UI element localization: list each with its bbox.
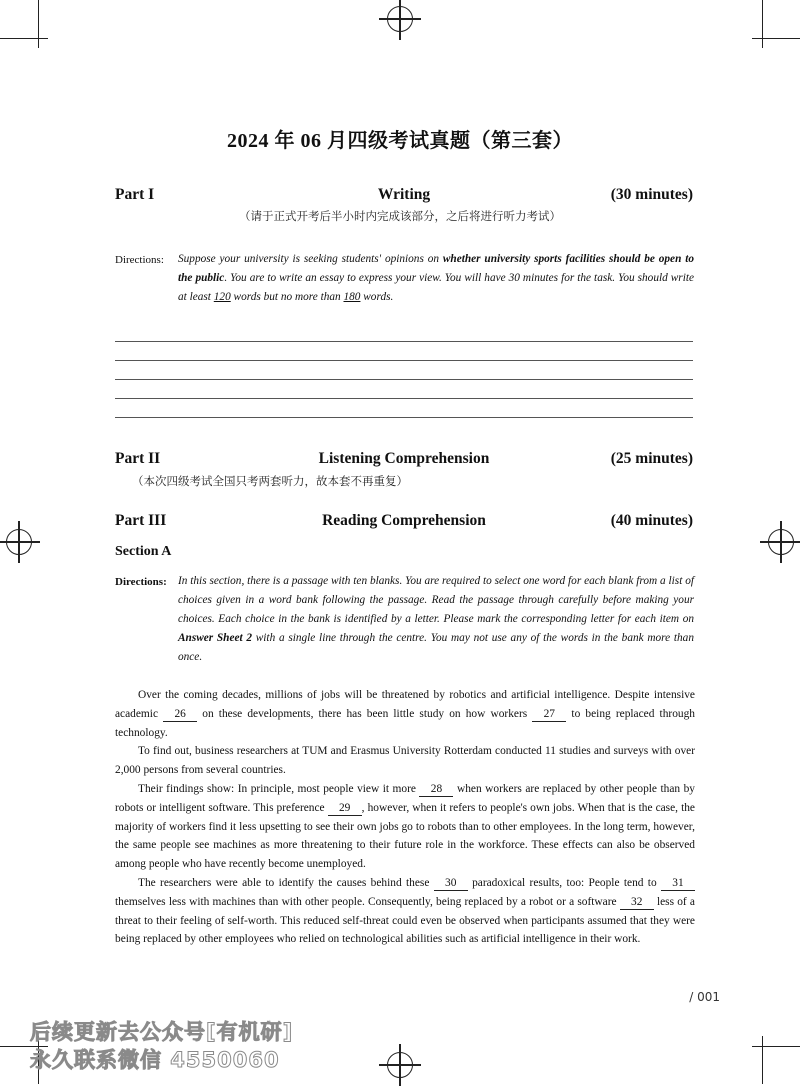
essay-topic: whether university sports facilities should be open to the public (178, 253, 695, 284)
part-1-directions-label: Directions: (115, 254, 164, 266)
watermark-line-1: 后续更新去公众号[有机研] (30, 1020, 294, 1044)
writing-line (115, 417, 693, 418)
registration-mark-bottom (387, 1052, 413, 1078)
writing-line (115, 379, 693, 380)
part-2-label: Part II (115, 450, 161, 467)
part-1-directions: Suppose your university is seeking students' opinions on whether university sports facilities should be open to the public. You are to write an essay to express your view. You will have 30 minutes for the task. You should write at least 120 words but no more than 180 words. (178, 253, 695, 303)
part-1-header (115, 186, 693, 204)
max-words: 180 (343, 291, 361, 303)
part-3-name: Reading Comprehension (322, 512, 486, 529)
part-2-header (115, 450, 693, 468)
part-1-note: （请于正式开考后半小时内完成该部分，之后将进行听力考试） (239, 209, 561, 223)
paragraph: To find out, business researchers at TUM and Erasmus University Rotterdam conducted 11 studies and surveys with over 2,000 persons from several countries. (115, 745, 695, 777)
page-title: 2024 年 06 月四级考试真题（第三套） (227, 130, 573, 152)
blank-31: 31 (661, 877, 695, 891)
min-words: 120 (213, 291, 231, 303)
registration-mark-right (768, 529, 794, 555)
paragraph: Over the coming decades, millions of jobs will be threatened by robotics and artificial intelligence. Despite intensive academic 26 on these developments, there has been little study on how workers 27 to being replaced through technology. (115, 689, 695, 739)
page-number: / 001 (689, 990, 720, 1004)
part-3-directions-label: Directions: (115, 576, 167, 588)
part-2-note: （本次四级考试全国只考两套听力，故本套不再重复） (132, 474, 408, 488)
reading-passage (115, 686, 695, 949)
paragraph: Their findings show: In principle, most people view it more 28 when workers are replaced by other people than by robots or intelligent software. This preference 29 , however, when it refers to people's own jobs. When that is the case, the majority of workers find it less upsetting to see their own jobs go to robots than to other employees. In the long term, however, the same people see machines as more threatening to their future role in the workforce. These effects can also be observed among people who have recently become unemployed. (115, 782, 695, 871)
writing-line (115, 360, 693, 361)
answer-sheet-ref: Answer Sheet 2 (178, 632, 253, 644)
blank-28: 28 (419, 783, 453, 797)
part-3-time: (40 minutes) (610, 512, 693, 529)
blank-30: 30 (434, 877, 468, 891)
blank-26: 26 (163, 708, 197, 722)
blank-27: 27 (532, 708, 566, 722)
section-a-heading: Section A (115, 544, 172, 559)
blank-32: 32 (620, 896, 654, 910)
blank-29: 29 (328, 802, 362, 816)
part-1-label: Part I (115, 186, 155, 203)
paragraph: The researchers were able to identify the causes behind these 30 paradoxical results, too: People tend to 31 themselves less with machines than with other people. Consequently, being replaced by a robot or a software 32 less of a threat to their feeling of self-worth. This reduced self-threat could even be observed when participants assumed that they were being replaced by other employees who relied on technological abilities such as artificial intelligence in their work. (115, 876, 695, 946)
watermark-line-2: 永久联系微信 4550060 (30, 1048, 280, 1072)
part-2-name: Listening Comprehension (318, 450, 490, 467)
part-1-name: Writing (377, 186, 431, 203)
writing-line (115, 341, 693, 342)
part-3-header (115, 512, 693, 530)
registration-mark-left (6, 529, 32, 555)
writing-line (115, 398, 693, 399)
part-2-time: (25 minutes) (610, 450, 693, 467)
registration-mark-top (387, 6, 413, 32)
part-3-directions: In this section, there is a passage with ten blanks. You are required to select one word for each blank from a list of choices given in a word bank following the passage. Read the passage through carefully before making your choices. Each choice in the bank is identified by a letter. Please mark the corresponding letter for each item on Answer Sheet 2 with a single line through the centre. You may not use any of the words in the bank more than once. (178, 575, 694, 663)
part-1-time: (30 minutes) (610, 186, 693, 203)
part-3-label: Part III (115, 512, 167, 529)
